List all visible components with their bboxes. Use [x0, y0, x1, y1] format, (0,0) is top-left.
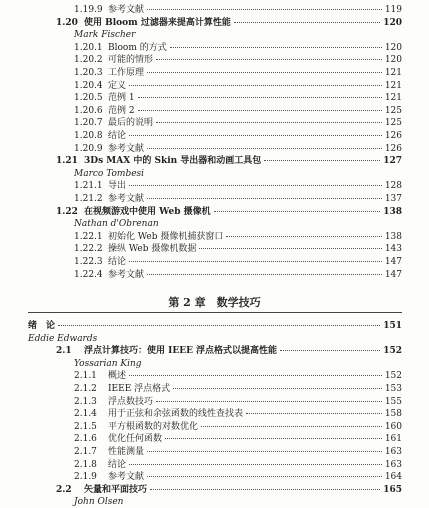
- entry-number: 1.20.9: [74, 143, 103, 154]
- page-number: 152: [384, 371, 402, 382]
- toc-subsection-entry[interactable]: [74, 194, 402, 205]
- leader-dots: [147, 9, 382, 10]
- entry-title: 在视频游戏中使用 Web 摄像机: [84, 206, 211, 217]
- page-number: 127: [383, 156, 402, 167]
- entry-title: 参考文献: [108, 194, 145, 204]
- leader-dots: [147, 198, 382, 199]
- entry-title: 工作原理: [108, 68, 145, 78]
- page-number: 125: [384, 105, 402, 116]
- entry-title: Bloom 的方式: [108, 42, 167, 53]
- entry-title: 浮点数技巧: [108, 396, 154, 407]
- entry-title: 浮点计算技巧：使用 IEEE 浮点格式以提高性能: [84, 346, 278, 357]
- author-name: Yossarian King: [74, 358, 142, 369]
- entry-number: 1.20.5: [74, 93, 103, 104]
- page-number: 126: [384, 131, 402, 141]
- page-number: 137: [384, 194, 402, 204]
- leader-dots: [147, 476, 382, 477]
- toc-subsection-entry[interactable]: [74, 232, 402, 243]
- toc-section-entry[interactable]: [56, 485, 402, 496]
- entry-title: 概述: [108, 371, 127, 382]
- leader-dots: [150, 489, 380, 490]
- page-number: 121: [384, 93, 402, 104]
- toc-subsection-entry[interactable]: [74, 131, 402, 142]
- entry-number: 1.20.2: [74, 55, 103, 66]
- toc-subsection-entry[interactable]: [74, 397, 402, 408]
- entry-number: 2.1.4: [74, 409, 97, 420]
- toc-subsection-entry[interactable]: [74, 434, 402, 445]
- entry-number: 2.2: [56, 484, 72, 495]
- toc-subsection-entry[interactable]: [74, 384, 402, 395]
- entry-number: 2.1.9: [74, 472, 97, 483]
- page-number: 126: [384, 143, 402, 154]
- entry-title: 可能的情形: [108, 55, 154, 66]
- toc-subsection-entry[interactable]: [74, 447, 402, 458]
- entry-number: 1.20.3: [74, 68, 103, 78]
- author-name: Eddie Edwards: [28, 333, 98, 344]
- entry-title: 参考文献: [108, 269, 145, 280]
- leader-dots: [246, 413, 382, 414]
- entry-title: 优化任何函数: [108, 434, 163, 445]
- page-number: 121: [384, 80, 402, 91]
- leader-dots: [170, 47, 382, 48]
- entry-title: 定义: [108, 80, 127, 91]
- author-name: John Olsen: [74, 497, 124, 508]
- entry-title: 用于正弦和余弦函数的线性查找表: [108, 409, 244, 420]
- page-number: 158: [384, 409, 402, 420]
- toc-subsection-entry[interactable]: [74, 81, 402, 92]
- toc-section-entry[interactable]: [56, 207, 402, 218]
- page-number: 147: [384, 269, 402, 280]
- page-number: 164: [384, 472, 402, 483]
- entry-title: 参考文献: [108, 143, 145, 154]
- toc-subsection-entry[interactable]: [74, 5, 402, 16]
- page-number: 160: [384, 421, 402, 432]
- leader-dots: [58, 325, 380, 326]
- entry-number: 1.22.1: [74, 231, 103, 242]
- entry-title: 平方根函数的对数优化: [108, 421, 199, 432]
- entry-title: 绪 论: [28, 321, 56, 331]
- chapter-divider: [28, 312, 402, 313]
- entry-number: 1.20.4: [74, 80, 103, 91]
- page-number: 138: [384, 231, 402, 242]
- page-number: 147: [384, 257, 402, 267]
- leader-dots: [147, 274, 382, 275]
- toc-subsection-entry[interactable]: [74, 68, 402, 79]
- entry-title: 范例 2: [108, 105, 135, 116]
- entry-number: 1.20.1: [74, 42, 103, 53]
- entry-number: 1.20: [56, 17, 78, 28]
- entry-title: 最后的说明: [108, 118, 154, 129]
- leader-dots: [129, 464, 382, 465]
- entry-title: 使用 Bloom 过滤器来提高计算性能: [84, 17, 231, 28]
- toc-subsection-entry[interactable]: [74, 55, 402, 66]
- leader-dots: [147, 148, 382, 149]
- leader-dots: [214, 211, 381, 212]
- entry-number: 2.1.8: [74, 459, 97, 470]
- toc-subsection-entry[interactable]: [74, 144, 402, 155]
- page-number: 161: [384, 434, 402, 445]
- leader-dots: [138, 110, 382, 111]
- entry-title: IEEE 浮点格式: [108, 384, 171, 394]
- toc-subsection-entry[interactable]: [74, 118, 402, 129]
- entry-number: 1.20.8: [74, 131, 103, 141]
- entry-title: 参考文献: [108, 472, 145, 483]
- leader-dots: [234, 22, 380, 23]
- leader-dots: [165, 438, 382, 439]
- page-number: 120: [384, 55, 402, 66]
- toc-subsection-entry[interactable]: [74, 460, 402, 471]
- toc-section-entry[interactable]: [56, 18, 402, 29]
- toc-subsection-entry[interactable]: [74, 472, 402, 483]
- page-number: 151: [383, 321, 402, 331]
- entry-title: 操纵 Web 摄像机数据: [108, 244, 197, 255]
- entry-title: 导出: [108, 181, 127, 192]
- entry-number: 2.1.7: [74, 447, 97, 457]
- toc-subsection-entry[interactable]: [74, 270, 402, 281]
- toc-subsection-entry[interactable]: [74, 244, 402, 255]
- entry-title: 结论: [108, 459, 127, 470]
- toc-subsection-entry[interactable]: [74, 257, 402, 268]
- entry-number: 2.1.5: [74, 421, 97, 432]
- entry-number: 1.19.9: [74, 5, 103, 15]
- author-name: Mark Fischer: [74, 30, 136, 41]
- entry-number: 2.1.3: [74, 396, 97, 407]
- leader-dots: [264, 160, 380, 161]
- entry-title: 3Ds MAX 中的 Skin 导出器和动画工具包: [84, 156, 262, 167]
- page-number: 120: [384, 42, 402, 53]
- leader-dots: [138, 97, 382, 98]
- leader-dots: [201, 426, 382, 427]
- toc-subsection-entry[interactable]: [74, 409, 402, 420]
- leader-dots: [226, 236, 381, 237]
- toc-subsection-entry[interactable]: [74, 106, 402, 117]
- entry-number: 1.22.2: [74, 244, 103, 255]
- entry-title: 范例 1: [108, 93, 135, 104]
- entry-number: 1.21.2: [74, 194, 103, 204]
- leader-dots: [156, 401, 382, 402]
- page-number: 125: [384, 118, 402, 129]
- entry-number: 2.1.1: [74, 371, 97, 382]
- leader-dots: [156, 59, 382, 60]
- page-number: 155: [384, 396, 402, 407]
- page-number: 165: [383, 484, 402, 495]
- entry-number: 1.21: [56, 156, 78, 167]
- toc-subsection-entry[interactable]: [74, 43, 402, 54]
- toc-subsection-entry[interactable]: [74, 181, 402, 192]
- toc-subsection-entry[interactable]: [74, 371, 402, 382]
- page-number: 163: [384, 459, 402, 470]
- entry-number: 1.21.1: [74, 181, 103, 192]
- entry-number: 2.1: [56, 346, 72, 357]
- entry-title: 参考文献: [108, 5, 145, 15]
- page-number: 163: [384, 447, 402, 457]
- entry-title: 矢量和平面技巧: [84, 484, 148, 495]
- chapter-heading: 第 2 章 数学技巧: [168, 296, 261, 309]
- leader-dots: [280, 350, 380, 351]
- leader-dots: [173, 388, 382, 389]
- leader-dots: [147, 451, 382, 452]
- leader-dots: [129, 85, 382, 86]
- entry-number: 1.22.3: [74, 257, 103, 267]
- page-number: 128: [384, 181, 402, 192]
- entry-number: 1.20.6: [74, 105, 103, 116]
- entry-title: 结论: [108, 131, 127, 141]
- leader-dots: [129, 135, 382, 136]
- entry-title: 初始化 Web 摄像机捕获窗口: [108, 231, 224, 242]
- leader-dots: [129, 375, 382, 376]
- page-number: 119: [384, 5, 402, 15]
- leader-dots: [129, 261, 382, 262]
- page-number: 138: [383, 206, 402, 217]
- entry-number: 1.20.7: [74, 118, 103, 129]
- leader-dots: [199, 248, 381, 249]
- entry-number: 2.1.2: [74, 384, 97, 394]
- leader-dots: [129, 185, 382, 186]
- toc-section-entry[interactable]: [56, 156, 402, 167]
- toc-subsection-entry[interactable]: [74, 422, 402, 433]
- page-number: 121: [384, 68, 402, 78]
- entry-title: 性能测量: [108, 447, 145, 457]
- toc-subsection-entry[interactable]: [74, 93, 402, 104]
- page-number: 153: [384, 384, 402, 394]
- toc-section-entry[interactable]: [56, 346, 402, 357]
- toc-intro-entry[interactable]: [28, 321, 402, 332]
- author-name: Marco Tombesi: [74, 168, 145, 179]
- author-name: Nathan d'Obrenan: [74, 219, 159, 230]
- page-number: 143: [384, 244, 402, 255]
- entry-title: 结论: [108, 257, 127, 267]
- page-number: 152: [383, 346, 402, 357]
- entry-number: 2.1.6: [74, 434, 97, 445]
- entry-number: 1.22.4: [74, 269, 103, 280]
- page-number: 120: [383, 17, 402, 28]
- leader-dots: [147, 72, 382, 73]
- leader-dots: [156, 122, 382, 123]
- entry-number: 1.22: [56, 206, 78, 217]
